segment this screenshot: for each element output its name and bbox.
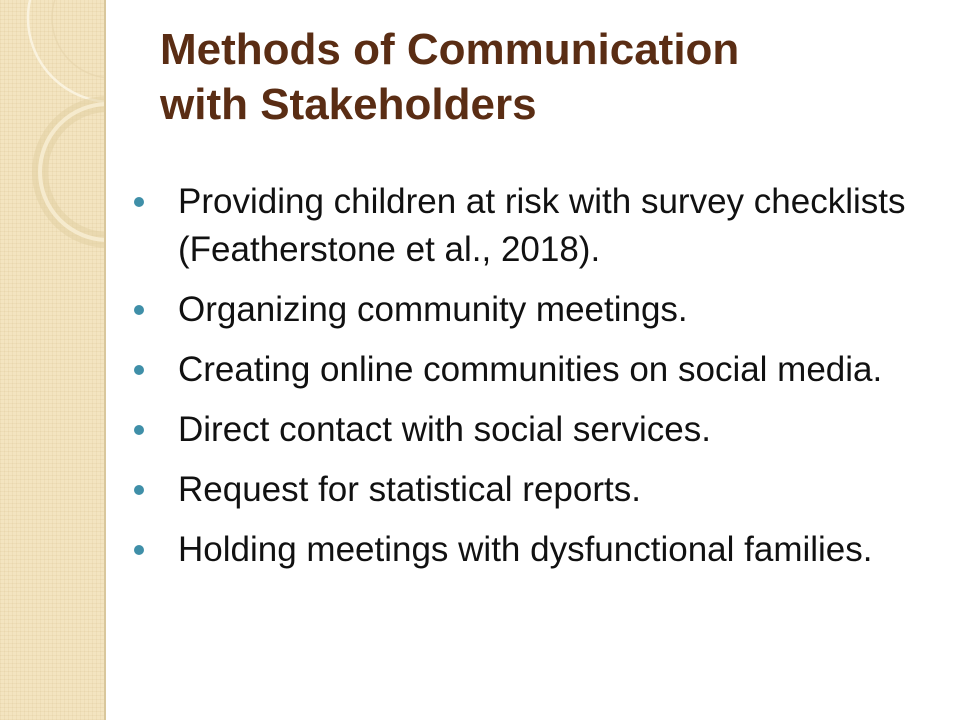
bullet-dot-icon [134,545,144,555]
bullet-item [130,406,920,454]
bullet-list [130,178,920,586]
bullet-text: Creating online communities on social media. [178,350,883,389]
bullet-item [130,346,920,394]
bullet-text: Direct contact with social services. [178,410,711,449]
bullet-text: Holding meetings with dysfunctional families. [178,530,873,569]
bullet-dot-icon [134,485,144,495]
bullet-item [130,286,920,334]
slide-title [160,22,920,132]
bullet-text: Request for statistical reports. [178,470,641,509]
bullet-item [130,466,920,514]
bullet-dot-icon [134,425,144,435]
bullet-text: Organizing community meetings. [178,290,688,329]
bullet-item [130,526,920,574]
sidebar-divider [104,0,106,720]
bullet-dot-icon [134,365,144,375]
decorative-rings-icon [0,0,104,720]
bullet-dot-icon [134,197,144,207]
bullet-dot-icon [134,305,144,315]
slide-title-line-2: with Stakeholders [160,80,537,129]
slide-title-line-1: Methods of Communication [160,25,740,74]
decorative-sidebar [0,0,104,720]
bullet-item [130,178,920,274]
bullet-text: Providing children at risk with survey checklists (Featherstone et al., 2018). [178,182,906,269]
